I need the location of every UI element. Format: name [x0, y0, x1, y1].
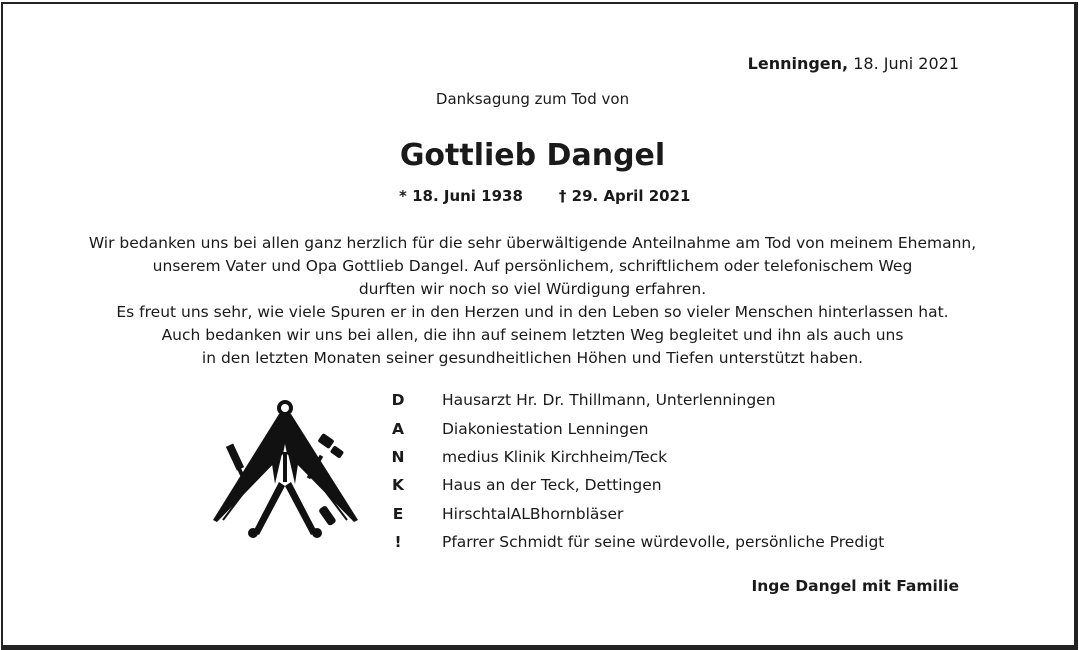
message-line: in den letzten Monaten seiner gesundheitlichen Höhen und Tiefen unterstützt haben.: [201, 349, 864, 367]
acrostic-letter: A: [392, 419, 404, 438]
deceased-name: Gottlieb Dangel: [399, 138, 666, 173]
thanks-row: [389, 528, 884, 556]
date: 18. Juni 2021: [848, 54, 959, 73]
thanks-recipient: Haus an der Teck, Dettingen: [442, 476, 662, 495]
intro-line: Danksagung zum Tod von: [435, 90, 630, 108]
signature: Inge Dangel mit Familie: [751, 577, 959, 595]
message-line: unserem Vater und Opa Gottlieb Dangel. Auf persönlichem, schriftlichem oder telefonischem Weg: [152, 257, 913, 275]
thanks-list: [389, 386, 884, 556]
thanks-recipient: Pfarrer Schmidt für seine würdevolle, persönliche Predigt: [442, 533, 885, 552]
compass-and-tools-emblem-icon: [213, 394, 358, 539]
thanks-recipient: Hausarzt Hr. Dr. Thillmann, Unterlenningen: [442, 391, 776, 410]
life-dates: [399, 187, 690, 205]
thanks-recipient: medius Klinik Kirchheim/Teck: [442, 447, 668, 466]
place: Lenningen,: [747, 54, 849, 73]
acrostic-letter: E: [392, 504, 404, 523]
message-line: durften wir noch so viel Würdigung erfahren.: [358, 280, 707, 298]
thanks-message: [3, 232, 1062, 370]
death-date: † 29. April 2021: [558, 187, 691, 205]
acrostic-letter: N: [391, 447, 405, 466]
birth-date: * 18. Juni 1938: [399, 187, 523, 205]
thanks-row: [389, 443, 884, 471]
acrostic-letter: D: [391, 391, 405, 410]
thanks-row: [389, 414, 884, 442]
thanks-recipient: Diakoniestation Lenningen: [442, 419, 649, 438]
thanks-row: [389, 386, 884, 414]
thanks-row: [389, 500, 884, 528]
acrostic-letter: K: [391, 476, 404, 495]
message-line: Es freut uns sehr, wie viele Spuren er in den Herzen und in den Leben so vieler Menschen hinterlassen hat.: [116, 303, 949, 321]
place-date: [748, 54, 959, 73]
message-line: Wir bedanken uns bei allen ganz herzlich für die sehr überwältigende Anteilnahme am Tod von meinem Ehemann,: [88, 234, 977, 252]
thanks-recipient: HirschtalALBhornbläser: [442, 504, 624, 523]
thanks-row: [389, 471, 884, 499]
message-line: Auch bedanken wir uns bei allen, die ihn auf seinem letzten Weg begleitet und ihn als auch uns: [161, 326, 904, 344]
obituary-notice: [1, 2, 1078, 650]
acrostic-letter: !: [394, 533, 402, 552]
